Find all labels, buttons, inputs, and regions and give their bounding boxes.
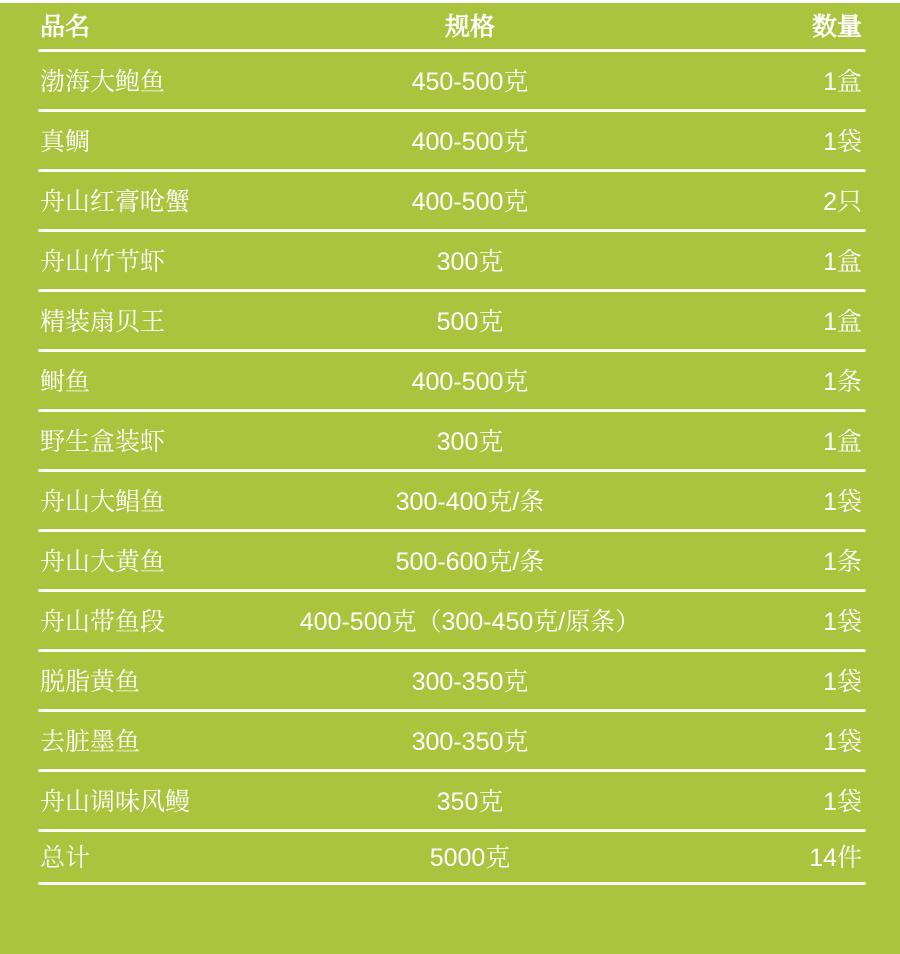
column-header-product-name: 品名 xyxy=(40,13,91,41)
total-weight: 5000克 xyxy=(429,844,511,872)
product-specification: 350克 xyxy=(436,787,504,816)
table-row xyxy=(0,412,900,472)
table-row xyxy=(0,712,900,772)
product-quantity: 1袋 xyxy=(823,787,862,816)
product-name: 去脏墨鱼 xyxy=(40,727,141,756)
product-quantity: 2只 xyxy=(823,187,862,216)
table-row xyxy=(0,352,900,412)
product-quantity: 1条 xyxy=(823,547,862,576)
product-specification: 300-400克/条 xyxy=(395,487,545,516)
product-quantity: 1袋 xyxy=(823,667,862,696)
product-specification: 400-500克 xyxy=(411,127,529,156)
total-label: 总计 xyxy=(40,844,91,872)
table-row xyxy=(0,52,900,112)
product-quantity: 1袋 xyxy=(823,127,862,156)
product-quantity: 1袋 xyxy=(823,607,862,636)
product-name: 舟山大黄鱼 xyxy=(40,547,166,576)
product-name: 舟山带鱼段 xyxy=(40,607,166,636)
product-specification: 450-500克 xyxy=(411,67,529,96)
product-specification: 400-500克 xyxy=(411,367,529,396)
product-name: 真鲷 xyxy=(40,127,91,156)
table-row xyxy=(0,232,900,292)
product-specification: 300克 xyxy=(436,427,504,456)
product-name: 渤海大鲍鱼 xyxy=(40,67,166,96)
total-count: 14件 xyxy=(809,844,862,872)
product-quantity: 1盒 xyxy=(823,67,862,96)
product-name: 脱脂黄鱼 xyxy=(40,667,141,696)
product-specification: 400-500克（300-450克/原条） xyxy=(299,607,641,636)
product-name: 精装扇贝王 xyxy=(40,307,166,336)
table-row xyxy=(0,112,900,172)
total-row xyxy=(0,832,900,885)
product-name: 舟山竹节虾 xyxy=(40,247,166,276)
product-name: 野生盒装虾 xyxy=(40,427,166,456)
table-row xyxy=(0,472,900,532)
column-header-specification: 规格 xyxy=(444,13,495,41)
product-quantity: 1袋 xyxy=(823,727,862,756)
table-row xyxy=(0,592,900,652)
product-quantity: 1盒 xyxy=(823,427,862,456)
table-row xyxy=(0,532,900,592)
product-specification: 300-350克 xyxy=(411,727,529,756)
product-quantity: 1条 xyxy=(823,367,862,396)
product-specification: 300-350克 xyxy=(411,667,529,696)
product-name: 舟山大鲳鱼 xyxy=(40,487,166,516)
product-specification: 300克 xyxy=(436,247,504,276)
product-specification: 500克 xyxy=(436,307,504,336)
table-row xyxy=(0,652,900,712)
product-specification: 400-500克 xyxy=(411,187,529,216)
product-quantity: 1盒 xyxy=(823,307,862,336)
table-row xyxy=(0,292,900,352)
table-row xyxy=(0,772,900,832)
table-header-row xyxy=(0,3,900,52)
product-quantity: 1袋 xyxy=(823,487,862,516)
column-header-quantity: 数量 xyxy=(811,13,862,41)
table-row xyxy=(0,172,900,232)
product-name: 鲥鱼 xyxy=(40,367,91,396)
product-quantity: 1盒 xyxy=(823,247,862,276)
product-name: 舟山红膏呛蟹 xyxy=(40,187,191,216)
table-body xyxy=(0,52,900,832)
product-specification: 500-600克/条 xyxy=(395,547,545,576)
product-name: 舟山调味风鳗 xyxy=(40,787,191,816)
